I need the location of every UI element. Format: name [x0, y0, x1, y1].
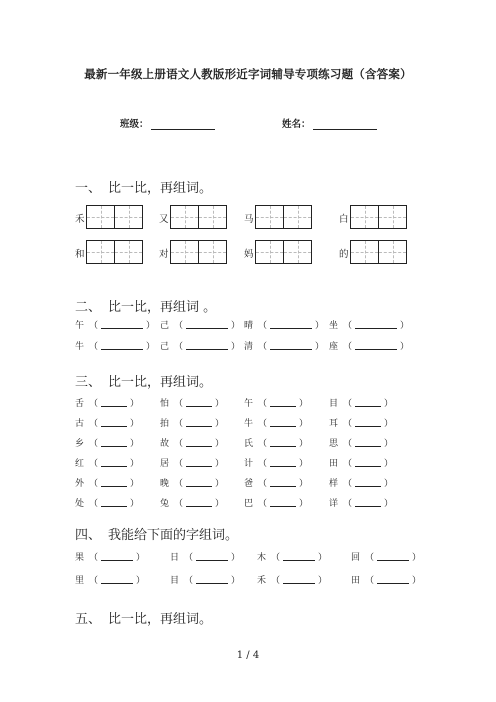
- close-paren: ）: [299, 399, 309, 409]
- answer-blank[interactable]: [186, 438, 212, 447]
- grid-cell[interactable]: [255, 240, 284, 264]
- section-5-heading: [75, 608, 212, 627]
- open-paren: （: [271, 553, 281, 563]
- prompt-char: 计: [244, 459, 254, 469]
- answer-blank[interactable]: [101, 575, 133, 584]
- prompt-char: 坐: [329, 321, 339, 331]
- section-4-heading: [75, 524, 238, 543]
- open-paren: （: [343, 479, 353, 489]
- answer-blank[interactable]: [355, 418, 381, 427]
- section-5-text: 比一比，再组词。: [108, 612, 213, 627]
- word-blank-item: [244, 476, 308, 489]
- open-paren: （: [174, 399, 184, 409]
- class-line[interactable]: [151, 118, 215, 130]
- open-paren: （: [343, 499, 353, 509]
- word-blank-item: [160, 476, 224, 489]
- writing-grid[interactable]: [86, 240, 143, 264]
- close-paren: ）: [384, 499, 394, 509]
- open-paren: （: [174, 499, 184, 509]
- word-blank-item: [75, 396, 139, 409]
- prompt-char: 果: [75, 553, 85, 563]
- word-blank-item: [170, 573, 240, 586]
- grid-cell[interactable]: [114, 240, 143, 264]
- grid-cell[interactable]: [378, 205, 407, 229]
- prompt-char: 怕: [160, 399, 170, 409]
- answer-blank[interactable]: [270, 398, 296, 407]
- close-paren: ）: [130, 439, 140, 449]
- grid-cell[interactable]: [283, 205, 312, 229]
- writing-grid[interactable]: [170, 240, 227, 264]
- open-paren: （: [271, 576, 281, 586]
- word-blank-item: [75, 416, 139, 429]
- open-paren: （: [258, 399, 268, 409]
- answer-blank[interactable]: [377, 552, 409, 561]
- close-paren: ）: [215, 479, 225, 489]
- close-paren: ）: [215, 499, 225, 509]
- answer-blank[interactable]: [196, 575, 228, 584]
- word-blank-item: [75, 573, 145, 586]
- prompt-char: 氏: [244, 439, 254, 449]
- word-blank-item: [244, 436, 308, 449]
- word-blank-item: [75, 436, 139, 449]
- word-blank-item: [329, 456, 393, 469]
- grid-char: 的: [339, 249, 349, 260]
- section-3-text: 比一比，再组词。: [108, 375, 213, 390]
- open-paren: （: [89, 419, 99, 429]
- answer-blank[interactable]: [186, 398, 212, 407]
- answer-blank[interactable]: [196, 552, 228, 561]
- prompt-char: 故: [160, 439, 170, 449]
- prompt-char: 目: [329, 399, 339, 409]
- section-4-number: 四、: [75, 528, 102, 543]
- open-paren: （: [258, 342, 268, 352]
- writing-grid[interactable]: [255, 240, 312, 264]
- close-paren: ）: [400, 342, 410, 352]
- open-paren: （: [343, 459, 353, 469]
- answer-blank[interactable]: [186, 320, 228, 329]
- open-paren: （: [89, 576, 99, 586]
- close-paren: ）: [315, 342, 325, 352]
- close-paren: ）: [130, 499, 140, 509]
- word-blank-item: [75, 550, 145, 563]
- word-blank-item: [329, 476, 393, 489]
- word-blank-item: [170, 550, 240, 563]
- answer-blank[interactable]: [355, 320, 397, 329]
- section-2-text: 比一比，再组词 。: [108, 300, 217, 315]
- prompt-char: 己: [160, 321, 170, 331]
- prompt-char: 舌: [75, 399, 85, 409]
- close-paren: ）: [215, 419, 225, 429]
- open-paren: （: [258, 499, 268, 509]
- grid-cell[interactable]: [378, 240, 407, 264]
- close-paren: ）: [130, 479, 140, 489]
- open-paren: （: [174, 439, 184, 449]
- answer-blank[interactable]: [186, 458, 212, 467]
- prompt-char: 午: [244, 399, 254, 409]
- close-paren: ）: [231, 321, 241, 331]
- word-blank-item: [257, 573, 327, 586]
- prompt-char: 回: [351, 553, 361, 563]
- section-1-text: 比一比，再组词。: [108, 181, 213, 196]
- grid-char: 马: [244, 214, 254, 225]
- open-paren: （: [258, 439, 268, 449]
- prompt-char: 乡: [75, 439, 85, 449]
- section-1-heading: [75, 177, 212, 196]
- word-blank-item: [244, 456, 308, 469]
- word-blank-item: [257, 550, 327, 563]
- open-paren: （: [258, 459, 268, 469]
- word-blank-item: [160, 396, 224, 409]
- open-paren: （: [89, 321, 99, 331]
- open-paren: （: [365, 576, 375, 586]
- prompt-char: 田: [329, 459, 339, 469]
- open-paren: （: [174, 419, 184, 429]
- section-3-number: 三、: [75, 375, 102, 390]
- close-paren: ）: [318, 553, 328, 563]
- close-paren: ）: [318, 576, 328, 586]
- open-paren: （: [89, 499, 99, 509]
- prompt-char: 思: [329, 439, 339, 449]
- prompt-char: 详: [329, 499, 339, 509]
- close-paren: ）: [299, 439, 309, 449]
- name-field: [282, 116, 377, 130]
- open-paren: （: [89, 342, 99, 352]
- open-paren: （: [174, 459, 184, 469]
- close-paren: ）: [299, 419, 309, 429]
- close-paren: ）: [130, 399, 140, 409]
- close-paren: ）: [412, 553, 422, 563]
- writing-grid[interactable]: [170, 205, 227, 229]
- word-blank-item: [75, 456, 139, 469]
- grid-cell[interactable]: [350, 240, 379, 264]
- close-paren: ）: [215, 459, 225, 469]
- section-4-text: 我能给下面的字组词。: [108, 528, 239, 543]
- answer-blank[interactable]: [355, 478, 381, 487]
- close-paren: ）: [400, 321, 410, 331]
- answer-blank[interactable]: [101, 458, 127, 467]
- prompt-char: 处: [75, 499, 85, 509]
- open-paren: （: [258, 321, 268, 331]
- word-blank-item: [160, 416, 224, 429]
- grid-char: 妈: [244, 249, 254, 260]
- open-paren: （: [343, 419, 353, 429]
- close-paren: ）: [299, 459, 309, 469]
- word-blank-item: [160, 496, 224, 509]
- close-paren: ）: [384, 439, 394, 449]
- answer-blank[interactable]: [101, 552, 133, 561]
- writing-grid[interactable]: [255, 205, 312, 229]
- close-paren: ）: [136, 553, 146, 563]
- section-1-number: 一、: [75, 181, 102, 196]
- open-paren: （: [174, 479, 184, 489]
- answer-blank[interactable]: [355, 341, 397, 350]
- answer-blank[interactable]: [270, 478, 296, 487]
- close-paren: ）: [231, 553, 241, 563]
- word-blank-item: [329, 496, 393, 509]
- open-paren: （: [184, 553, 194, 563]
- word-blank-item: [329, 339, 409, 352]
- section-2-heading: [75, 296, 216, 315]
- answer-blank[interactable]: [101, 478, 127, 487]
- prompt-char: 巴: [244, 499, 254, 509]
- close-paren: ）: [231, 342, 241, 352]
- word-blank-item: [244, 318, 324, 331]
- word-blank-item: [244, 396, 308, 409]
- grid-cell[interactable]: [255, 205, 284, 229]
- prompt-char: 田: [351, 576, 361, 586]
- close-paren: ）: [412, 576, 422, 586]
- word-blank-item: [351, 573, 421, 586]
- section-5-number: 五、: [75, 612, 102, 627]
- word-blank-item: [160, 436, 224, 449]
- answer-blank[interactable]: [355, 438, 381, 447]
- answer-blank[interactable]: [283, 575, 315, 584]
- grid-cell[interactable]: [170, 240, 199, 264]
- grid-char: 又: [159, 214, 169, 225]
- answer-blank[interactable]: [186, 341, 228, 350]
- grid-cell[interactable]: [114, 205, 143, 229]
- open-paren: （: [89, 553, 99, 563]
- open-paren: （: [343, 321, 353, 331]
- close-paren: ）: [384, 479, 394, 489]
- prompt-char: 外: [75, 479, 85, 489]
- section-3-heading: [75, 371, 212, 390]
- grid-cell[interactable]: [283, 240, 312, 264]
- prompt-char: 古: [75, 419, 85, 429]
- answer-blank[interactable]: [101, 438, 127, 447]
- close-paren: ）: [384, 399, 394, 409]
- answer-blank[interactable]: [270, 320, 312, 329]
- close-paren: ）: [299, 479, 309, 489]
- close-paren: ）: [136, 576, 146, 586]
- word-blank-item: [329, 416, 393, 429]
- word-blank-item: [244, 339, 324, 352]
- grid-char: 禾: [75, 214, 85, 225]
- prompt-char: 禾: [257, 576, 267, 586]
- prompt-char: 己: [160, 342, 170, 352]
- prompt-char: 红: [75, 459, 85, 469]
- open-paren: （: [174, 321, 184, 331]
- prompt-char: 兔: [160, 499, 170, 509]
- answer-blank[interactable]: [101, 498, 127, 507]
- answer-blank[interactable]: [270, 498, 296, 507]
- writing-grid[interactable]: [350, 205, 407, 229]
- grid-char: 对: [159, 249, 169, 260]
- answer-blank[interactable]: [355, 498, 381, 507]
- answer-blank[interactable]: [283, 552, 315, 561]
- name-label: 姓名：: [282, 119, 311, 130]
- close-paren: ）: [146, 342, 156, 352]
- close-paren: ）: [215, 399, 225, 409]
- class-field: [120, 116, 215, 130]
- open-paren: （: [343, 399, 353, 409]
- word-blank-item: [160, 456, 224, 469]
- answer-blank[interactable]: [186, 418, 212, 427]
- prompt-char: 爸: [244, 479, 254, 489]
- prompt-char: 居: [160, 459, 170, 469]
- close-paren: ）: [146, 321, 156, 331]
- prompt-char: 晚: [160, 479, 170, 489]
- open-paren: （: [184, 576, 194, 586]
- prompt-char: 午: [75, 321, 85, 331]
- word-blank-item: [329, 436, 393, 449]
- answer-blank[interactable]: [101, 341, 143, 350]
- open-paren: （: [89, 439, 99, 449]
- writing-grid[interactable]: [86, 205, 143, 229]
- answer-blank[interactable]: [101, 398, 127, 407]
- grid-char: 和: [75, 249, 85, 260]
- prompt-char: 晴: [244, 321, 254, 331]
- answer-blank[interactable]: [270, 458, 296, 467]
- word-blank-item: [75, 339, 155, 352]
- prompt-char: 耳: [329, 419, 339, 429]
- close-paren: ）: [384, 459, 394, 469]
- prompt-char: 木: [257, 553, 267, 563]
- close-paren: ）: [384, 419, 394, 429]
- close-paren: ）: [315, 321, 325, 331]
- page-title: 最新一年级上册语文人教版形近字词辅导专项练习题（含答案）: [84, 67, 412, 81]
- word-blank-item: [351, 550, 421, 563]
- word-blank-item: [75, 318, 155, 331]
- open-paren: （: [89, 399, 99, 409]
- word-blank-item: [75, 496, 139, 509]
- name-line[interactable]: [313, 118, 377, 130]
- prompt-char: 样: [329, 479, 339, 489]
- word-blank-item: [160, 318, 240, 331]
- grid-char: 白: [339, 214, 349, 225]
- grid-cell[interactable]: [86, 240, 115, 264]
- prompt-char: 牛: [75, 342, 85, 352]
- grid-cell[interactable]: [86, 205, 115, 229]
- open-paren: （: [258, 419, 268, 429]
- answer-blank[interactable]: [355, 458, 381, 467]
- prompt-char: 拍: [160, 419, 170, 429]
- prompt-char: 座: [329, 342, 339, 352]
- answer-blank[interactable]: [186, 498, 212, 507]
- word-blank-item: [244, 496, 308, 509]
- prompt-char: 清: [244, 342, 254, 352]
- open-paren: （: [343, 439, 353, 449]
- open-paren: （: [258, 479, 268, 489]
- close-paren: ）: [130, 459, 140, 469]
- prompt-char: 里: [75, 576, 85, 586]
- word-blank-item: [160, 339, 240, 352]
- page-number: 1 / 4: [236, 650, 260, 661]
- answer-blank[interactable]: [101, 320, 143, 329]
- answer-blank[interactable]: [377, 575, 409, 584]
- word-blank-item: [329, 318, 409, 331]
- open-paren: （: [343, 342, 353, 352]
- grid-cell[interactable]: [350, 205, 379, 229]
- grid-cell[interactable]: [198, 240, 227, 264]
- open-paren: （: [89, 459, 99, 469]
- prompt-char: 目: [170, 576, 180, 586]
- prompt-char: 日: [170, 553, 180, 563]
- word-blank-item: [75, 476, 139, 489]
- close-paren: ）: [299, 499, 309, 509]
- answer-blank[interactable]: [101, 418, 127, 427]
- answer-blank[interactable]: [355, 398, 381, 407]
- answer-blank[interactable]: [270, 438, 296, 447]
- answer-blank[interactable]: [270, 418, 296, 427]
- answer-blank[interactable]: [186, 478, 212, 487]
- grid-cell[interactable]: [198, 205, 227, 229]
- close-paren: ）: [130, 419, 140, 429]
- class-label: 班级：: [120, 119, 149, 130]
- word-blank-item: [244, 416, 308, 429]
- open-paren: （: [89, 479, 99, 489]
- word-blank-item: [329, 396, 393, 409]
- section-2-number: 二、: [75, 300, 102, 315]
- close-paren: ）: [231, 576, 241, 586]
- prompt-char: 牛: [244, 419, 254, 429]
- grid-cell[interactable]: [170, 205, 199, 229]
- answer-blank[interactable]: [270, 341, 312, 350]
- writing-grid[interactable]: [350, 240, 407, 264]
- close-paren: ）: [215, 439, 225, 449]
- open-paren: （: [174, 342, 184, 352]
- open-paren: （: [365, 553, 375, 563]
